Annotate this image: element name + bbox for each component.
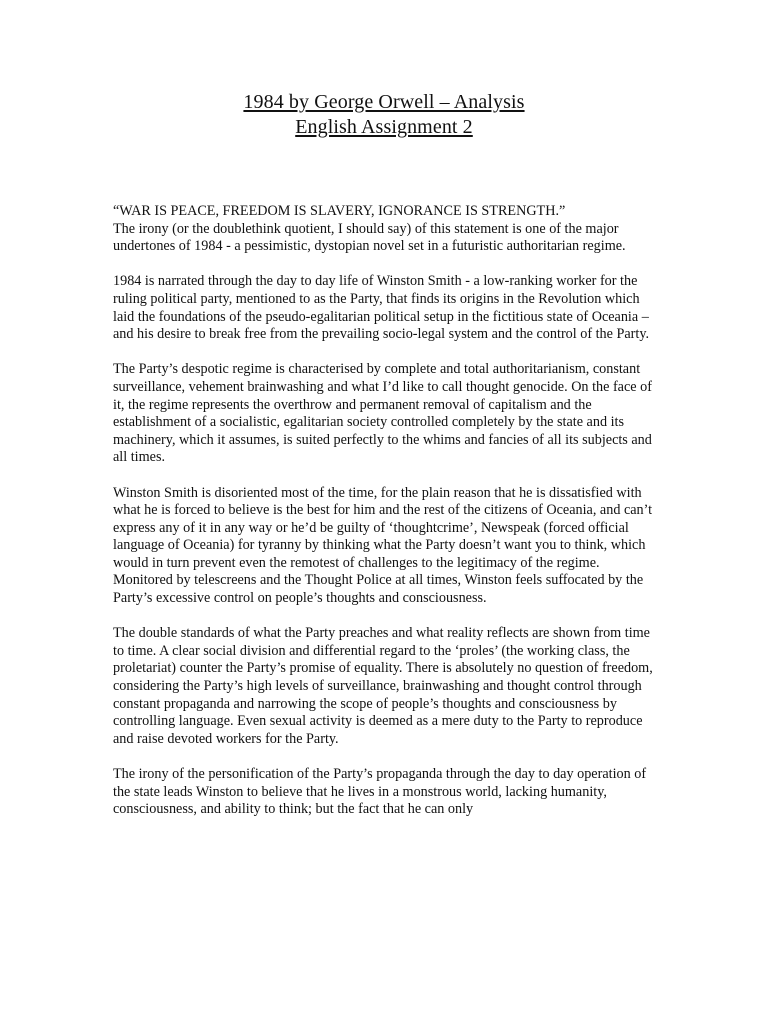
paragraph-3: The Party’s despotic regime is characterised by complete and total authoritarianism, constant surveillance, vehement brainwashing and what I’d like to call thought genocide. On the face of it, the regime represents the overthrow and permanent removal of capitalism and the establishment of a socialistic, egalitarian society controlled completely by the state and its machinery, which it assumes, is suited perfectly to the whims and fancies of all its subjects and all times. <box>113 361 652 466</box>
document-subtitle: English Assignment 2 <box>295 116 473 138</box>
paragraph-5: The double standards of what the Party preaches and what reality reflects are shown from time to time. A clear social division and differential regard to the ‘proles’ (the working class, the proletariat) counter the Party’s promise of equality. There is absolutely no question of freedom, considering the Party’s high levels of surveillance, brainwashing and thought control through constant propaganda and narrowing the scope of people’s thoughts and consciousness by controlling language. Even sexual activity is deemed as a mere duty to the Party to reproduce and raise devoted workers for the Party. <box>113 625 653 747</box>
document-body <box>113 203 653 819</box>
opening-quote: “WAR IS PEACE, FREEDOM IS SLAVERY, IGNORANCE IS STRENGTH.” <box>113 203 566 219</box>
paragraph-6: The irony of the personification of the Party’s propaganda through the day to day operation of the state leads Winston to believe that he lives in a monstrous world, lacking humanity, consciousness, and ability to think; but the fact that he can only <box>113 766 647 818</box>
paragraph-1: The irony (or the doublethink quotient, I should say) of this statement is one of the major undertones of 1984 - a pessimistic, dystopian novel set in a futuristic authoritarian regime. <box>113 220 626 255</box>
paragraph-4: Winston Smith is disoriented most of the time, for the plain reason that he is dissatisfied with what he is forced to believe is the best for him and the rest of the citizens of Oceania, and can’t express any of it in any way or he’d be guilty of ‘thoughtcrime’, Newspeak (forced official language of Oceania) for tyranny by thinking what the Party doesn’t want you to think, which would in turn prevent even the remotest of challenges to the legitimacy of the regime. Monitored by telescreens and the Thought Police at all times, Winston feels suffocated by the Party’s excessive control on people’s thoughts and consciousness. <box>113 484 653 607</box>
paragraph-2: 1984 is narrated through the day to day life of Winston Smith - a low-ranking worker for the ruling political party, mentioned to as the Party, that finds its origins in the Revolution which laid the foundations of the pseudo-egalitarian political setup in the fictitious state of Oceania – and his desire to break free from the prevailing socio-legal system and the control of the Party. <box>113 273 650 343</box>
document-title: 1984 by George Orwell – Analysis <box>243 91 525 113</box>
title-block <box>0 90 768 140</box>
